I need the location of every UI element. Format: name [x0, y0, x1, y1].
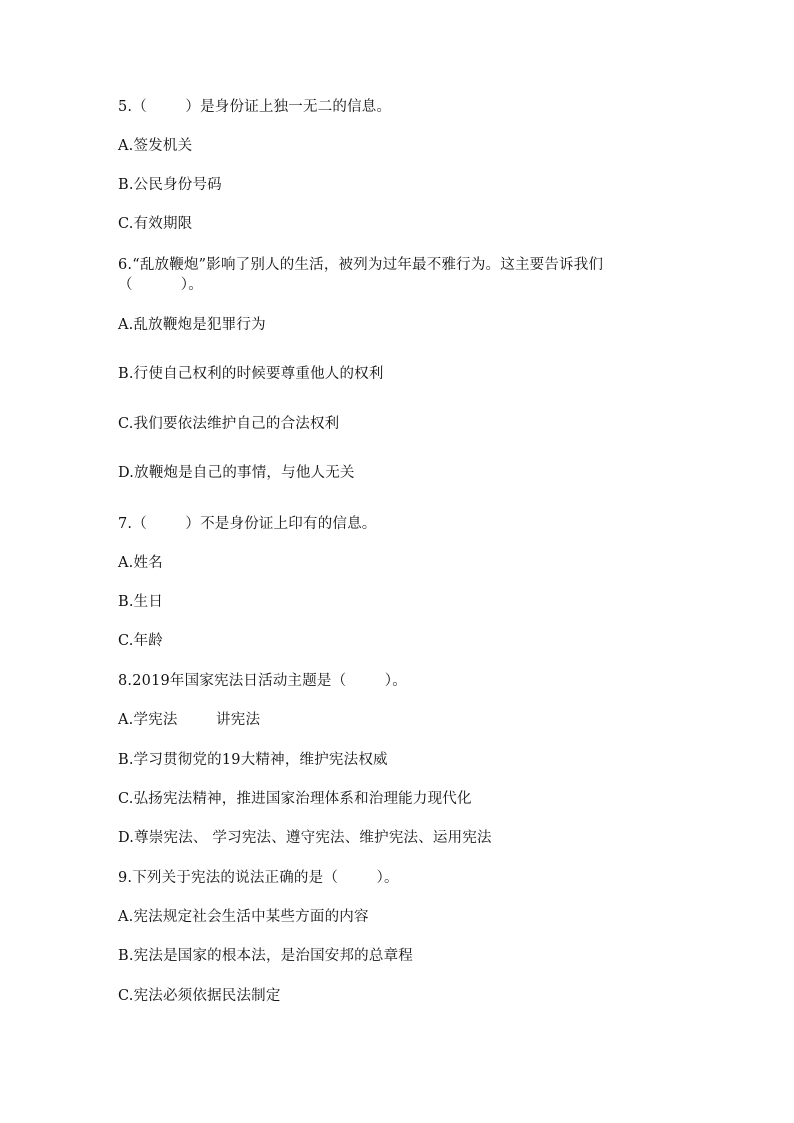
question-9-option-a: A.宪法规定社会生活中某些方面的内容 — [118, 909, 369, 925]
question-8-option-c: C.弘扬宪法精神，推进国家治理体系和治理能力现代化 — [118, 791, 472, 807]
question-5-stem: 5.（ ）是身份证上独一无二的信息。 — [118, 99, 392, 115]
question-6-stem: 6.“乱放鞭炮”影响了别人的生活，被列为过年最不雅行为。这主要告诉我们 — [118, 257, 604, 273]
question-6-option-b: B.行使自己权利的时候要尊重他人的权利 — [118, 366, 384, 382]
question-6-option-c: C.我们要依法维护自己的合法权利 — [118, 416, 340, 432]
question-8-stem: 8.2019年国家宪法日活动主题是（ ）。 — [118, 673, 407, 689]
question-5-option-a: A.签发机关 — [118, 138, 193, 154]
question-7-option-b: B.生日 — [118, 594, 164, 610]
question-9-stem: 9.下列关于宪法的说法正确的是（ ）。 — [118, 870, 399, 886]
question-5-option-c: C.有效期限 — [118, 216, 193, 232]
question-6-option-a: A.乱放鞭炮是犯罪行为 — [118, 317, 266, 333]
question-7-option-c: C.年龄 — [118, 633, 163, 649]
question-9-option-b: B.宪法是国家的根本法，是治国安邦的总章程 — [118, 948, 413, 964]
question-8-option-d: D.尊崇宪法、 学习宪法、遵守宪法、维护宪法、运用宪法 — [118, 830, 492, 846]
question-8-option-b: B.学习贯彻党的19大精神，维护宪法权威 — [118, 752, 388, 768]
question-6-stem-continuation: （ ）。 — [118, 277, 203, 293]
question-7-option-a: A.姓名 — [118, 555, 163, 571]
question-8-option-a: A.学宪法 讲宪法 — [118, 712, 261, 728]
question-6-option-d: D.放鞭炮是自己的事情，与他人无关 — [118, 465, 355, 481]
question-5-option-b: B.公民身份号码 — [118, 177, 222, 193]
question-9-option-c: C.宪法必须依据民法制定 — [118, 988, 281, 1004]
question-7-stem: 7.（ ）不是身份证上印有的信息。 — [118, 516, 377, 532]
